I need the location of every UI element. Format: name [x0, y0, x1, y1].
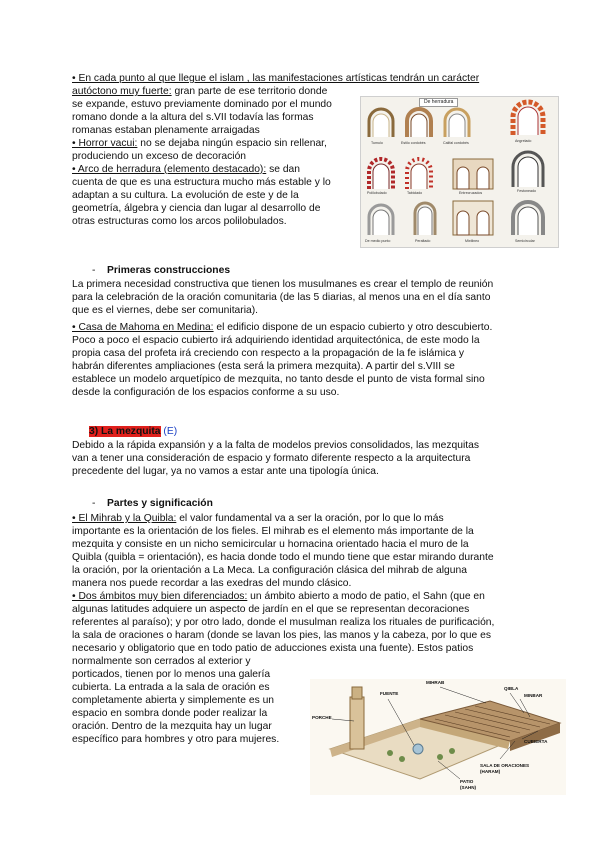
mosque-label: SALA DE ORACIONES (HARAM)	[480, 763, 530, 774]
intro-line-1: • En cada punto al que llegue el islam , las manifestaciones artísticas tendrán un carácter	[72, 73, 480, 84]
arch-icon	[513, 152, 543, 187]
ambitos-line	[72, 590, 485, 603]
paragraph-line: habrán diferentes ampliaciones (esta será la primera mezquita). A partir del s.VIII se	[72, 361, 455, 372]
mosque-label: CUBIERTA	[524, 739, 548, 744]
paragraph-line: la sala de oraciones o haram (donde se lavan los pies, las manos y la cabeza, por lo que es	[72, 630, 491, 641]
arch-caption: Mixtlineo	[465, 239, 480, 243]
paragraph-line: específico para hombres y otro para mujeres.	[72, 734, 280, 745]
paragraph-line: para la celebración de la oración comunitaria (de las 5 diarias, al menos una en el día santo	[72, 292, 491, 303]
intro-line: se expande, estuvo previamente dominado por el mundo	[72, 99, 332, 110]
intro-line: romano donde a la altura del s.VII todavía las formas	[72, 112, 314, 123]
paragraph-line: propia casa del profeta irá creciendo con respecto a la propagación de la fe islámica y	[72, 348, 465, 359]
horror-vacui-term: • Horror vacui:	[72, 138, 138, 149]
mosque-figure	[310, 679, 566, 795]
arch-icon	[415, 203, 435, 235]
paragraph-line: van a tener una consideración de espacio y formato diferente respecto a la arquitectura	[72, 453, 471, 464]
mosque-label: FUENTE	[380, 691, 399, 696]
intro-line-2-rest: gran parte de ese territorio donde	[171, 86, 328, 97]
mosque-label: PORCHE	[312, 715, 332, 720]
paragraph-line: oración. Dentro de la mezquita hay un lugar	[72, 721, 272, 732]
section-heading: Partes y significación	[107, 498, 213, 509]
arch-caption: Festoneado	[517, 189, 536, 193]
paragraph-line: que es el viernes, debe ser comunitaria).	[72, 305, 259, 316]
paragraph-line: cubierta. La entrada a la sala de oración es	[72, 682, 270, 693]
paragraph-line: mezquita y consiste en un nicho semicircular u hornacina orientado hacia el muro de la	[72, 539, 469, 550]
paragraph-line: Quibla (quibla = orientación), es hacia donde todo el mundo tiene que estar mirando durante	[72, 552, 494, 563]
arch-icon	[453, 159, 493, 189]
section-title-text: La mezquita	[101, 426, 161, 437]
intro-emphasis: autóctono muy fuerte:	[72, 86, 172, 97]
list-dash: -	[92, 265, 96, 276]
mosque-label: QIBLA	[504, 686, 519, 691]
horror-vacui-line-2: produciendo un exceso de decoración	[72, 151, 247, 162]
arco-term: • Arco de herradura (elemento destacado):	[72, 164, 267, 175]
section-heading: Primeras construcciones	[107, 265, 231, 276]
arches-figure-title: De herradura	[419, 98, 458, 107]
arch-icon	[369, 205, 393, 235]
paragraph-line: La primera necesidad constructiva que tienen los musulmanes es crear el templo de reunión	[72, 279, 494, 290]
casa-mahoma-line	[72, 321, 492, 334]
section-number: 3)	[89, 426, 99, 437]
casa-mahoma-text: el edificio dispone de un espacio cubierto y otro descubierto.	[213, 322, 493, 333]
paragraph-line: referentes al paraíso); y por otro lado, donde el musulman realiza los rituales de purificación,	[72, 617, 495, 628]
casa-mahoma-term: • Casa de Mahoma en Medina:	[72, 322, 214, 333]
paragraph-line: manera nos puede recordar a las exedras del mundo clásico.	[72, 578, 352, 589]
arco-text: se dan	[266, 164, 300, 175]
list-dash: -	[92, 498, 96, 509]
ambitos-text: un ámbito abierto a modo de patio, el Sahn (que en	[247, 591, 485, 602]
arch-caption: Tabiclado	[407, 191, 423, 195]
paragraph-line: Debido a la rápida expansión y a la falta de modelos previos consolidados, las mezquitas	[72, 440, 479, 451]
paragraph-line: completamente abierta y simplemente es un	[72, 695, 275, 706]
paragraph-line: espacio en sombra donde poder realizar la	[72, 708, 268, 719]
intro-line: romanas estaban plenamente arraigadas	[72, 125, 260, 136]
horror-vacui-text: no se dejaba ningún espacio sin rellenar,	[137, 138, 327, 149]
paragraph-line: algunas latitudes adquiere un aspecto de jardín en el que se representan decoraciones	[72, 604, 470, 615]
mihrab-line	[72, 512, 444, 525]
paragraph-line: necesario y obligatorio que en todo patio de aducciones exista una fuente). Estos patios	[72, 643, 474, 654]
arch-caption: Angrelado	[515, 139, 532, 143]
section-title-highlight	[89, 426, 161, 437]
arch-icon	[453, 201, 493, 235]
arco-line: geometría, álgebra y ciencia dan lugar al desarrollo de	[72, 203, 321, 214]
paragraph-line: Poco a poco el espacio cubierto irá adquiriendo identidad arquitectónica, de este modo la	[72, 335, 480, 346]
arch-caption: Polilobulado	[367, 191, 387, 195]
paragraph-line: desde la configuración de los espacios conforme a su uso.	[72, 387, 340, 398]
paragraph-line: establece un modelo arquetípico de mezquita, no tanto desde el punto de vista formal sino	[72, 374, 485, 385]
arch-caption: De medio punto	[365, 239, 391, 243]
arco-line	[72, 163, 300, 176]
mosque-label: MINBAR	[524, 693, 543, 698]
arch-caption: Semicircular	[515, 239, 535, 243]
paragraph-line: la oración, por la orientación a La Meca. La configuración clásica del mihrab de alguna	[72, 565, 467, 576]
mihrab-term: • El Mihrab y la Quibla:	[72, 513, 177, 524]
arch-icon	[369, 159, 393, 189]
mosque-label: PATIO (SAHN)	[460, 779, 477, 790]
paragraph-line: normalmente son cerrados al exterior y	[72, 656, 251, 667]
arches-illustration	[361, 97, 558, 247]
ambitos-term: • Dos ámbitos muy bien diferenciados:	[72, 591, 248, 602]
arch-icon	[407, 159, 431, 189]
arches-figure	[360, 96, 559, 248]
mosque-label: MIHRAB	[426, 680, 445, 685]
arch-caption: Entrecruzados	[459, 191, 483, 195]
section-title-mezquita	[89, 425, 177, 438]
arch-caption: Tumulo	[371, 141, 383, 145]
mihrab-text: el valor fundamental va a ser la oración, por lo que lo más	[176, 513, 444, 524]
arch-icon	[513, 202, 543, 235]
arch-caption: Califal cordobés	[443, 141, 469, 145]
paragraph-line: precedente del lugar, ya no vamos a estar ante una tipología única.	[72, 466, 379, 477]
arco-line: otras estructuras como los arcos polilobulados.	[72, 216, 287, 227]
paragraph-line: porticados, tienen por lo menos una galería	[72, 669, 271, 680]
arch-caption: Peraltado	[415, 239, 431, 243]
arch-caption: Estilo cordobés	[401, 141, 426, 145]
paragraph-line: importante es la orientación de los fieles. El mihrab es el elemento más importante de la	[72, 526, 474, 537]
intro-line-2	[72, 85, 327, 98]
section-tag: (E)	[160, 426, 178, 437]
arco-line: adaptan a su cultura. La evolución de este y de la	[72, 190, 299, 201]
arco-line: cuenta de que es una estructura mucho más estable y lo	[72, 177, 331, 188]
horror-vacui-line	[72, 137, 327, 150]
